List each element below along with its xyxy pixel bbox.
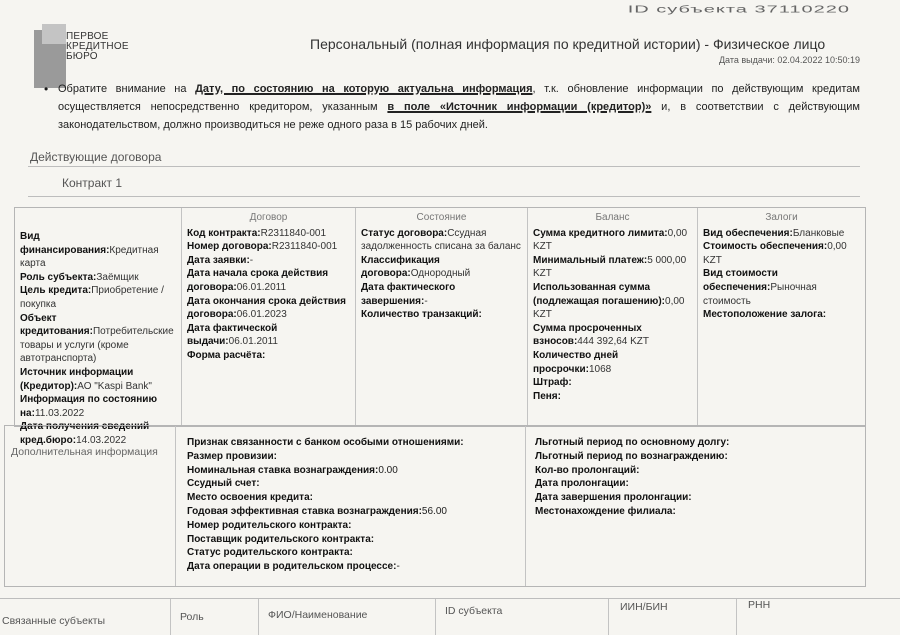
- field-row: [187, 349, 350, 363]
- field-label: Объект кредитования:: [20, 312, 93, 338]
- field-label: Номер родительского контракта:: [187, 519, 352, 531]
- field-value: Потребительские товары и услуги (кроме автотранспорта): [20, 326, 174, 365]
- field-value: АО "Kaspi Bank": [77, 380, 152, 392]
- field-value: 0,00 KZT: [533, 295, 685, 321]
- field-label: Статус договора:: [361, 227, 448, 239]
- field-row: [703, 227, 860, 241]
- field-row: [187, 240, 350, 254]
- field-label: Размер провизии:: [187, 450, 277, 462]
- field-row: [535, 464, 729, 478]
- field-row: [187, 519, 464, 533]
- field-label: Количество дней просрочки:: [533, 349, 619, 375]
- field-row: [20, 230, 176, 271]
- field-label: Место освоения кредита:: [187, 492, 313, 504]
- field-row: [535, 477, 729, 491]
- field-row: [20, 366, 176, 393]
- field-label: Вид обеспечения:: [703, 227, 793, 239]
- additional-left: [187, 436, 464, 574]
- field-label: Дата завершения пролонгации:: [535, 492, 692, 504]
- field-label: Количество транзакций:: [361, 309, 482, 321]
- divider: [736, 599, 737, 635]
- field-label: Пеня:: [533, 390, 561, 402]
- column-header: Залоги: [765, 212, 798, 223]
- field-label: Дата фактической выдачи:: [187, 322, 278, 348]
- field-row: [361, 254, 522, 281]
- field-row: [533, 349, 692, 376]
- field-label: Источник информации (Кредитор):: [20, 366, 134, 392]
- field-label: Штраф:: [533, 377, 572, 389]
- field-label: Сумма просроченных взносов:: [533, 322, 642, 348]
- divider: [258, 599, 259, 635]
- column-header: Состояние: [416, 212, 467, 223]
- field-value: 5 000,00 KZT: [533, 254, 687, 280]
- field-row: [187, 533, 464, 547]
- field-row: [187, 560, 464, 574]
- field-row: [187, 450, 464, 464]
- field-row: [535, 436, 729, 450]
- field-row: [187, 227, 350, 241]
- field-row: [187, 546, 464, 560]
- field-label: Кол-во пролонгаций:: [535, 464, 640, 476]
- balance-column: [528, 208, 698, 426]
- divider: [170, 599, 171, 635]
- field-label: Поставщик родительского контракта:: [187, 533, 375, 545]
- field-row: [533, 254, 692, 281]
- field-row: [535, 505, 729, 519]
- field-value: Заёмщик: [96, 271, 139, 283]
- field-label: Признак связанности с банком особыми отношениями:: [187, 437, 464, 448]
- field-row: [187, 436, 464, 450]
- field-row: [187, 477, 464, 491]
- field-row: [187, 322, 350, 349]
- field-row: [20, 284, 176, 311]
- field-label: Ссудный счет:: [187, 478, 260, 490]
- collateral-column: [698, 208, 865, 426]
- field-label: Вид финансирования:: [20, 231, 110, 256]
- field-row: [703, 267, 860, 308]
- additional-right: [535, 436, 729, 519]
- additional-info: [4, 425, 866, 587]
- field-value: R2311840-001: [271, 241, 338, 253]
- logo-mark-accent: [42, 24, 66, 44]
- field-value: 0.00: [378, 464, 398, 476]
- field-value: Однородный: [410, 268, 471, 280]
- related-subjects-header: [0, 598, 900, 635]
- field-row: [361, 281, 522, 308]
- field-label: Дата окончания срока действия договора:: [187, 295, 346, 321]
- field-row: [361, 308, 522, 322]
- field-value: Приобретение /покупка: [20, 285, 164, 310]
- section-active-contracts: Действующие договора: [30, 150, 162, 164]
- field-value: 0,00 KZT: [533, 227, 688, 253]
- field-label: Форма расчёта:: [187, 349, 266, 361]
- col-name: ФИО/Наименование: [268, 609, 368, 621]
- field-row: [533, 322, 692, 349]
- field-row: [187, 295, 350, 322]
- field-row: [187, 254, 350, 268]
- field-value: Бланковые: [792, 227, 845, 239]
- field-value: 06.01.2011: [236, 281, 287, 293]
- divider: [28, 196, 860, 197]
- field-label: Вид стоимости обеспечения:: [703, 268, 778, 293]
- field-row: [187, 267, 350, 294]
- field-row: [535, 450, 729, 464]
- field-label: Использованная сумма (подлежащая погашению):: [533, 281, 666, 307]
- field-label: Льготный период по основному долгу:: [535, 437, 730, 448]
- col-subject-id: ID субъекта: [445, 605, 503, 617]
- field-label: Льготный период по вознаграждению:: [535, 450, 728, 462]
- field-row: [533, 227, 692, 254]
- field-value: Ссудная задолженность списана за баланс: [361, 227, 521, 253]
- field-label: Дата получения сведений кред.бюро:: [20, 421, 150, 446]
- field-row: [533, 376, 692, 390]
- status-column: [356, 208, 528, 426]
- field-label: Номер договора:: [187, 241, 272, 253]
- financing-column: [15, 208, 182, 446]
- field-label: Местоположение залога:: [703, 309, 827, 321]
- field-value: 56.00: [421, 505, 447, 517]
- field-row: [533, 281, 692, 322]
- field-row: [703, 308, 860, 322]
- divider: [175, 426, 176, 586]
- field-value: 444 392,64 KZT: [577, 336, 650, 348]
- field-row: [187, 505, 464, 519]
- field-value: -: [396, 561, 400, 573]
- col-role: Роль: [180, 611, 204, 623]
- field-value: 14.03.2022: [76, 434, 127, 446]
- field-label: Сумма кредитного лимита:: [533, 227, 668, 239]
- field-label: Минимальный платеж:: [533, 254, 648, 266]
- field-label: Дата фактического завершения:: [361, 281, 456, 307]
- field-label: Годовая эффективная ставка вознаграждения:: [187, 505, 422, 517]
- additional-info-label: Дополнительная информация: [11, 446, 158, 458]
- logo-text: ПЕРВОЕ КРЕДИТНОЕ БЮРО: [66, 31, 129, 62]
- field-row: [533, 390, 692, 404]
- field-value: -: [424, 295, 428, 307]
- field-value: -: [249, 254, 254, 266]
- field-row: [535, 491, 729, 505]
- field-label: Цель кредита:: [20, 285, 92, 297]
- field-label: Местонахождение филиала:: [535, 505, 676, 517]
- notice-text: Обратите внимание на Дату, по состоянию на которую актуальна информация, т.к. обновление информации по действующим кредитам осуществляется непосредственно кредитором, указанным в поле «Источник информации (кредитор)» и, в соответствии с действующим законодательством, должно производиться не реже одного раза в 15 рабочих дней.: [58, 83, 860, 131]
- divider: [435, 599, 436, 635]
- divider: [525, 426, 526, 586]
- field-value: 0,00 KZT: [703, 241, 847, 266]
- field-label: Дата заявки:: [187, 254, 250, 266]
- field-row: [20, 271, 176, 285]
- field-value: Рыночная стоимость: [703, 281, 817, 307]
- column-header: Баланс: [595, 212, 630, 223]
- field-label: Стоимость обеспечения:: [703, 241, 828, 253]
- col-rnn: РНН: [748, 599, 771, 611]
- field-value: 1068: [588, 363, 612, 375]
- bullet-icon: •: [44, 82, 49, 96]
- field-label: Дата операции в родительском процессе:: [187, 561, 397, 573]
- field-label: Классификация договора:: [361, 254, 440, 280]
- subject-id-cut: ID субъекта 37110220: [627, 4, 850, 15]
- field-row: [703, 240, 860, 267]
- divider: [28, 166, 860, 167]
- issue-date: Дата выдачи: 02.04.2022 10:50:19: [718, 55, 860, 65]
- field-label: Информация по состоянию на:: [20, 394, 157, 419]
- field-row: [187, 491, 464, 505]
- col-related: Связанные субъекты: [2, 615, 106, 627]
- field-row: [187, 464, 464, 478]
- field-row: [361, 227, 522, 254]
- report-title: Персональный (полная информация по кредитной истории) - Физическое лицо: [310, 36, 826, 52]
- field-value: R2311840-001: [260, 227, 327, 239]
- field-row: [20, 393, 176, 420]
- field-value: 06.01.2011: [228, 336, 278, 348]
- field-label: Дата пролонгации:: [535, 478, 629, 490]
- col-iin: ИИН/БИН: [620, 601, 668, 613]
- field-label: Статус родительского контракта:: [187, 547, 353, 559]
- field-label: Номинальная ставка вознаграждения:: [187, 464, 379, 476]
- field-value: Кредитная карта: [20, 244, 159, 270]
- divider: [608, 599, 609, 635]
- field-label: Код контракта:: [187, 227, 261, 239]
- field-value: 06.01.2023: [236, 309, 287, 321]
- contract-title: Контракт 1: [62, 176, 123, 190]
- field-row: [20, 312, 176, 366]
- field-label: Дата начала срока действия договора:: [187, 268, 329, 293]
- field-value: 11.03.2022: [34, 407, 85, 419]
- field-label: Роль субъекта:: [20, 271, 97, 283]
- contract-column: [182, 208, 356, 426]
- column-header: Договор: [249, 212, 288, 223]
